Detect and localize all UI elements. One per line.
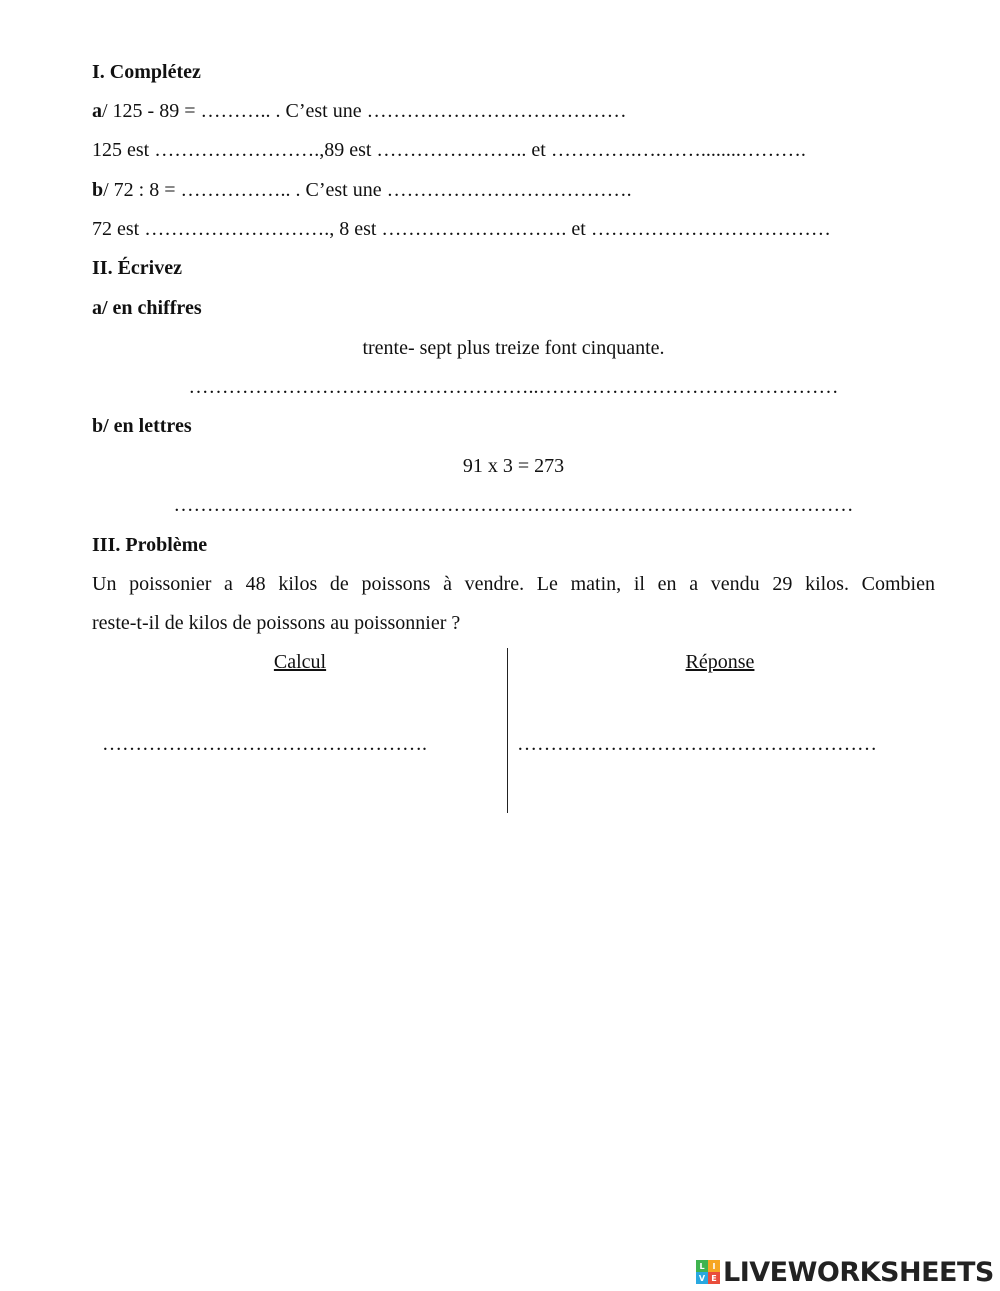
section-1-title: I. Complétez — [92, 61, 201, 83]
logo-mark-i: I — [708, 1260, 720, 1272]
logo-mark-l: L — [696, 1260, 708, 1272]
section-2-title: II. Écrivez — [92, 257, 182, 279]
section-2a-sentence: trente- sept plus treize font cinquante. — [362, 337, 665, 359]
exercise-b-label: b — [92, 179, 104, 201]
exercise-b-terms: 72 est ………………………., 8 est ………………………. et ……………………………… — [92, 218, 831, 240]
exercise-b-text: / 72 : 8 = …………….. . C’est une ………………………………. — [103, 179, 632, 201]
exercise-a-terms: 125 est …………………….,89 est ………………….. et ………….….……........………. — [92, 139, 806, 161]
section-3-title: III. Problème — [92, 534, 208, 556]
liveworksheets-logo-text: LIVEWORKSHEETS — [723, 1256, 994, 1288]
calcul-header: Calcul — [273, 651, 327, 673]
exercise-a-line — [92, 99, 627, 123]
column-divider — [507, 648, 508, 813]
section-2b-answer-dots[interactable]: ………………………………………………………………………………………… — [173, 494, 854, 516]
section-2a-title: a/ en chiffres — [92, 297, 202, 319]
section-2b-equation: 91 x 3 = 273 — [462, 455, 565, 477]
section-2a-answer-dots[interactable]: ……………………………………………..……………………………………… — [188, 376, 839, 398]
reponse-answer-dots[interactable]: ……………………………………………… — [517, 733, 877, 755]
liveworksheets-mark-icon — [696, 1260, 720, 1284]
section-2b-title: b/ en lettres — [92, 415, 192, 437]
exercise-a-label: a — [92, 100, 102, 122]
reponse-header: Réponse — [685, 651, 755, 673]
logo-mark-e: E — [708, 1272, 720, 1284]
logo-mark-v: V — [696, 1272, 708, 1284]
problem-text-line-2: reste-t-il de kilos de poissons au poissonnier ? — [92, 612, 461, 634]
liveworksheets-logo — [696, 1255, 994, 1289]
problem-text-line-1: Un poissonier a 48 kilos de poissons à vendre. Le matin, il en a vendu 29 kilos. Combien — [92, 573, 935, 595]
exercise-a-text: / 125 - 89 = ……….. . C’est une ………………………………… — [102, 100, 627, 122]
exercise-b-line — [92, 178, 632, 202]
calcul-answer-dots[interactable]: …………………………………………. — [102, 733, 427, 755]
